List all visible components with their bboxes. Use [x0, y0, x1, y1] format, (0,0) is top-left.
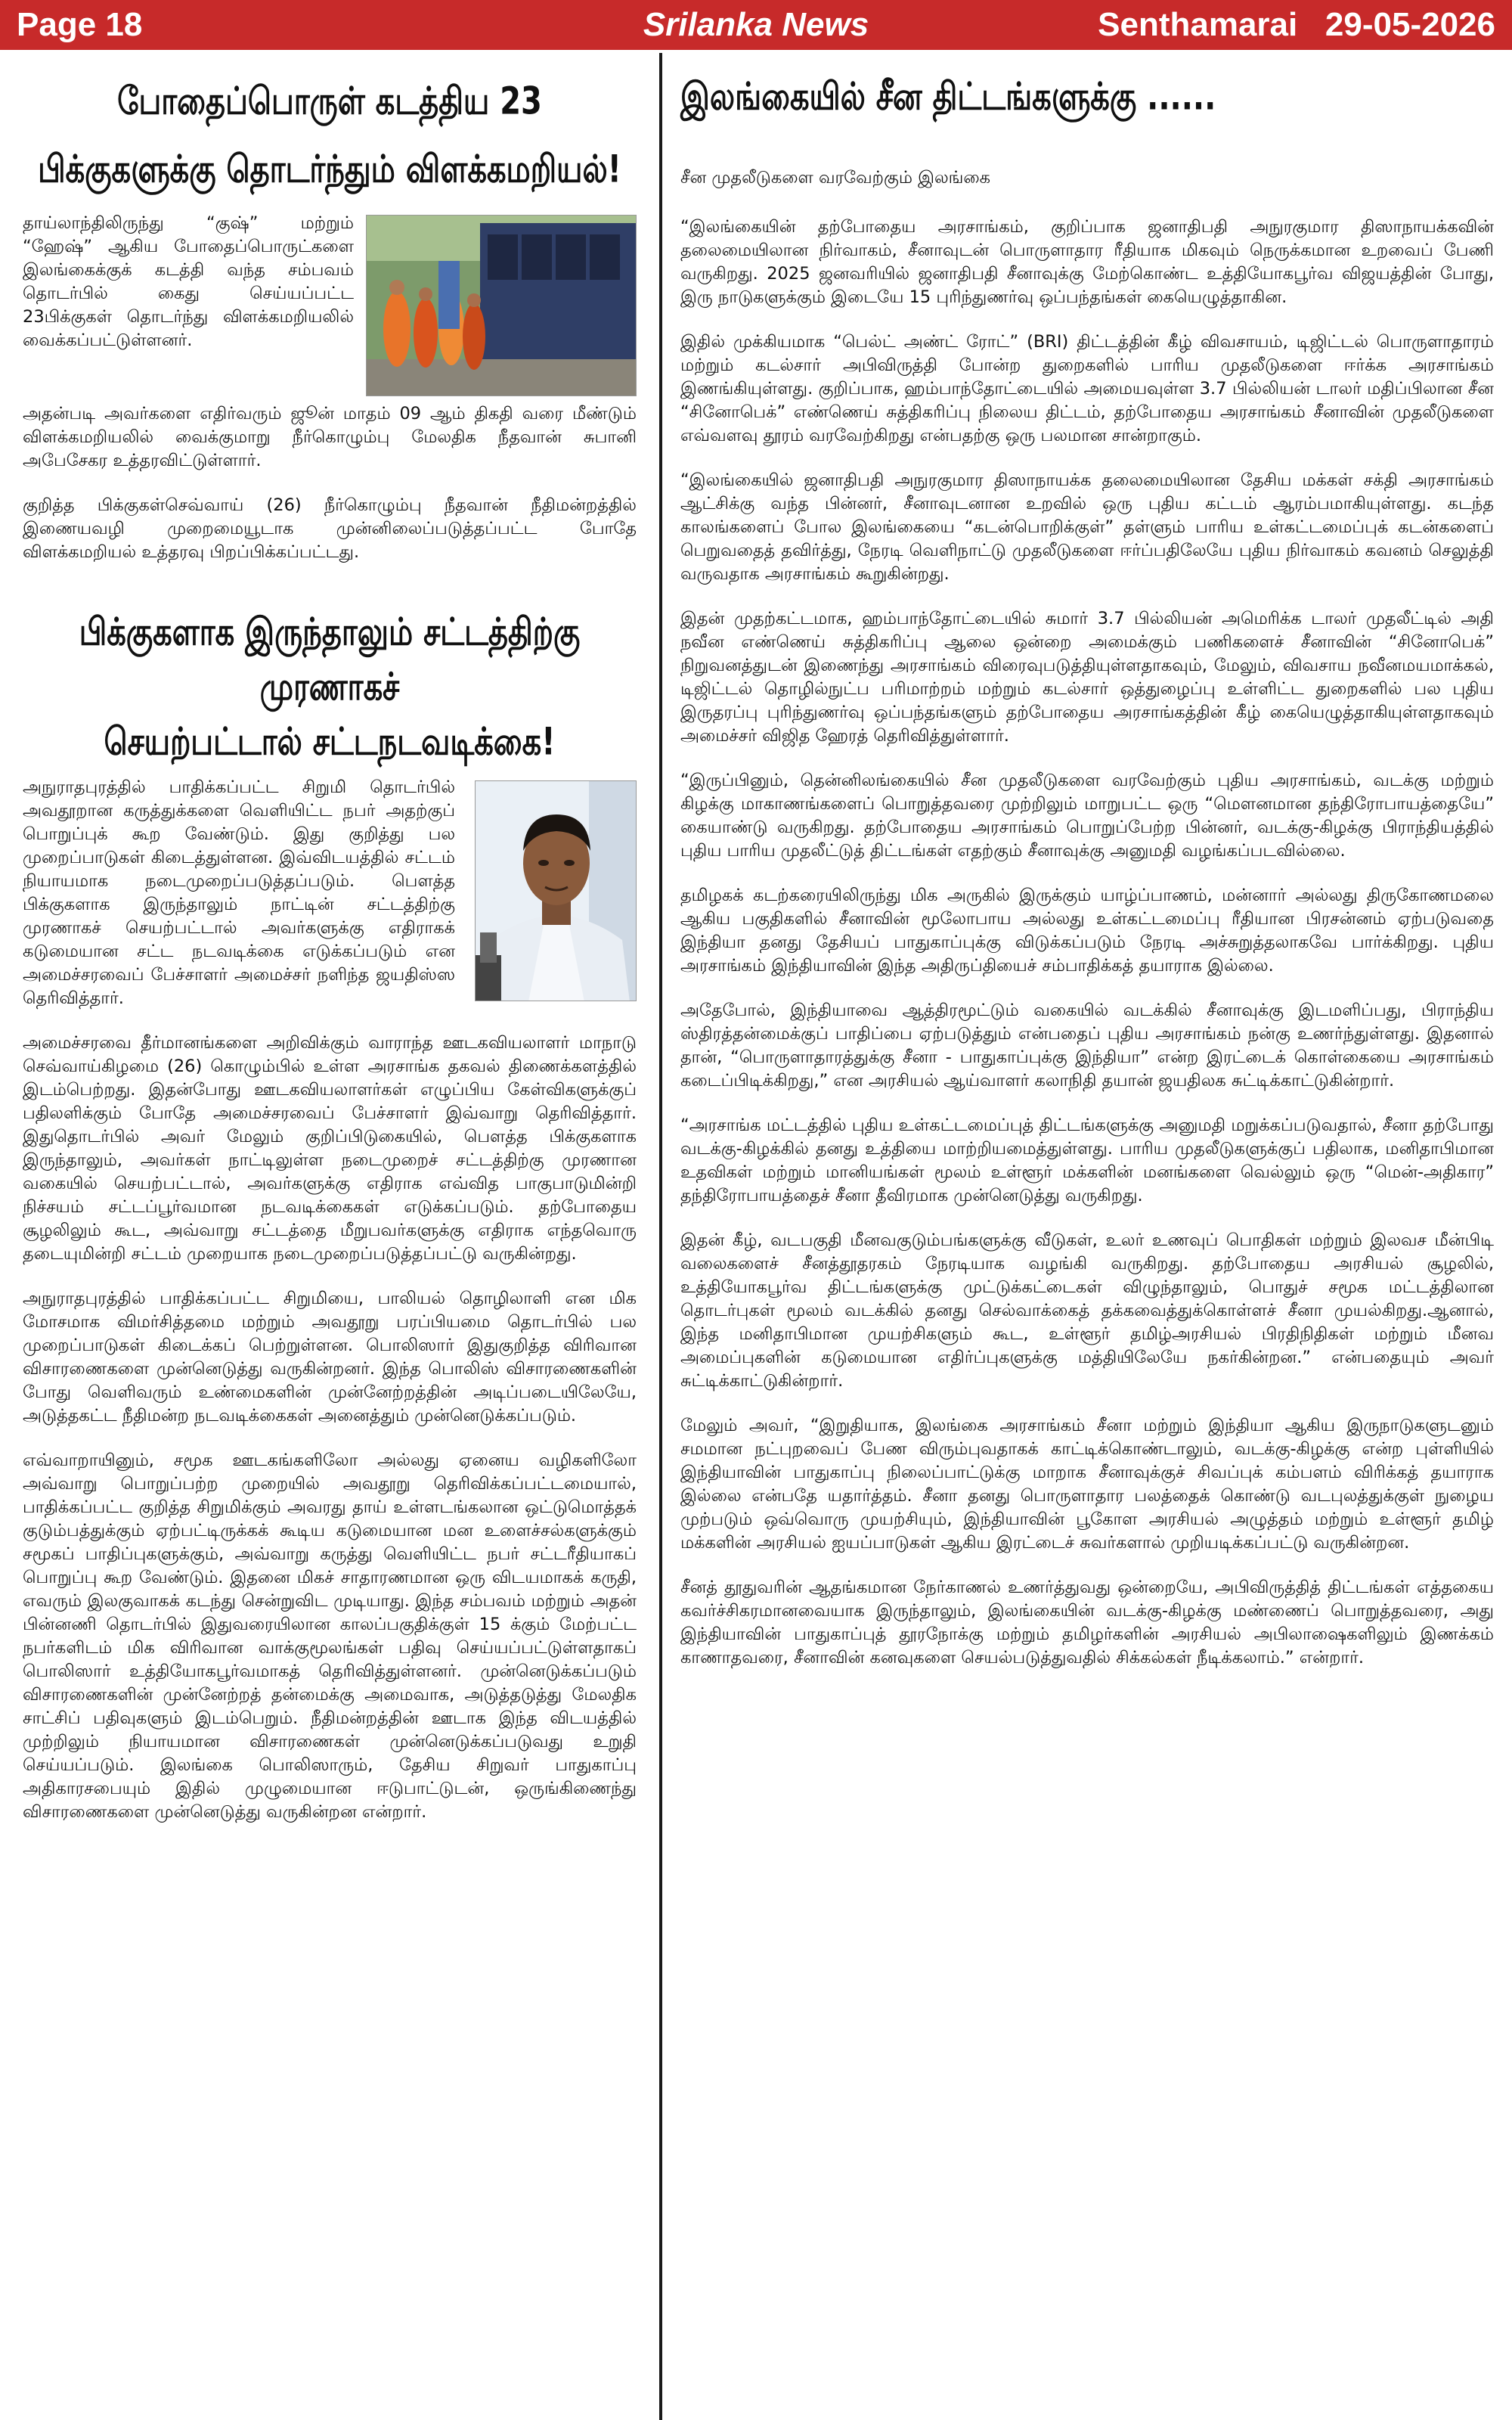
article1-headline [23, 74, 637, 197]
right-article-subtitle: சீன முதலீடுகளை வரவேற்கும் இலங்கை [680, 168, 991, 188]
article2-paragraph [23, 776, 637, 1010]
article1-paragraph [23, 212, 637, 352]
right-article-paragraph: இதன் கீழ், வடபகுதி மீனவகுடும்பங்களுக்கு வீடுகள், உலர் உணவுப் பொதிகள் மற்றும் இலவச மீன்பிடி வலைகளைச் சீனத்தூதரகம் நேரடியாக வழங்கி வருகிறது. தற்போதைய அரசியல் சூழலில், உத்தியோகபூர்வ திட்டங்களுக்கு முட்டுக்கட்டைகள் விழுந்தாலும், பொதுச் சமூக மட்டத்திலான தொடர்புகள் மூலம் வடக்கில் தனது செல்வாக்கைத் தக்கவைத்துக்கொள்ளச் சீனா முயல்கிறது.ஆனால், இந்த மனிதாபிமான முயற்சிகளும் கூட, உள்ளூர் தமிழ்அரசியல் பிரதிநிதிகள் மற்றும் மீனவ அமைப்புகளின் கடுமையான எதிர்ப்புகளுக்கு மத்தியிலேயே நகர்கின்றன.” என்பதையும் அவர் சுட்டிக்காட்டுகின்றார். [680, 1230, 1494, 1391]
right-article-paragraph: “அரசாங்க மட்டத்தில் புதிய உள்கட்டமைப்புத் திட்டங்களுக்கு அனுமதி மறுக்கப்படுவதால், சீனா தற்போது வடக்கு-கிழக்கில் தனது உத்தியை மாற்றியமைத்துள்ளது. பாரிய முதலீடுகளுக்குப் பதிலாக, மனிதாபிமான உதவிகள் மற்றும் மானியங்கள் மூலம் உள்ளூர் மக்களின் மனங்களை வெல்லும் ஒரு “மென்-அதிகார” தந்திரோபாயத்தைச் சீனா தீவிரமாக முன்னெடுத்து வருகிறது. [680, 1115, 1494, 1205]
paper-date [1098, 6, 1495, 44]
right-article-paragraph: “இலங்கையின் தற்போதைய அரசாங்கம், குறிப்பாக ஜனாதிபதி அநுரகுமார திஸாநாயக்கவின் தலைமையிலான நிர்வாகம், சீனாவுடன் பொருளாதார ரீதியாக மிகவும் நெருக்கமான உறவைப் பேணி வருகிறது. 2025 ஜனவரியில் ஜனாதிபதி சீனாவுக்கு மேற்கொண்ட உத்தியோகபூர்வ விஜயத்தின் போது, இரு நாடுகளுக்கும் இடையே 15 புரிந்துணர்வு ஒப்பந்தங்கள் கையெழுத்தாகின. [680, 217, 1494, 307]
article1-title-line1: போதைப்பொருள் கடத்திய 23 [117, 79, 542, 123]
minister-photo [475, 780, 637, 1001]
right-article-paragraph: “இருப்பினும், தென்னிலங்கையில் சீன முதலீடுகளை வரவேற்கும் புதிய அரசாங்கம், வடக்கு மற்றும் கிழக்கு மாகாணங்களைப் பொறுத்தவரை முற்றிலும் மாறுபட்ட ஒரு “மௌனமான தந்திரோபாயத்தையே” கையாண்டு வருகிறது. தற்போதைய அரசாங்கம் பொறுப்பேற்ற பின்னர், வடக்கு-கிழக்கு பிராந்தியத்தில் புதிய பாரிய முதலீட்டுத் திட்டங்கள் எதற்கும் சீனாவுக்கு அனுமதி வழங்கப்படவில்லை. [680, 771, 1494, 861]
right-article-paragraph: மேலும் அவர், “இறுதியாக, இலங்கை அரசாங்கம் சீனா மற்றும் இந்தியா ஆகிய இருநாடுகளுடனும் சமமான நட்புறவைப் பேண விரும்புவதாகக் காட்டிக்கொண்டாலும், வடக்கு-கிழக்கு என்ற புள்ளியில் இந்தியாவின் பாதுகாப்பு நிலைப்பாட்டுக்கு மாறாக சீனாவுக்குச் சிவப்புக் கம்பளம் விரிக்கத் தயாராக இல்லை என்பதே யதார்த்தம். சீனா தனது பொருளாதார பலத்தைக் கொண்டு வடபுலத்துக்குள் நுழைய முற்படும் ஒவ்வொரு முயற்சியும், இந்தியாவின் பூகோள அரசியல் அழுத்தம் மற்றும் உள்ளூர் தமிழ் மக்களின் அரசியல் ஐயப்பாடுகள் ஆகிய இரட்டைச் சுவர்களால் முறியடிக்கப்பட்டு வருகின்றன. [680, 1416, 1494, 1553]
article2-paragraph: அநுராதபுரத்தில் பாதிக்கப்பட்ட சிறுமியை, பாலியல் தொழிலாளி என மிக மோசமாக விமர்சித்தமை மற்றும் அவதூறு பரப்பியமை தொடர்பில் பல முறைப்பாடுகள் கிடைக்கப் பெற்றுள்ளன. பொலிஸார் இதுகுறித்த விரிவான விசாரணைகளை முன்னெடுத்து வருகின்றனர். இந்த பொலிஸ் விசாரணைகளின் போது வெளிவரும் உண்மைகளின் முன்னேற்றத்தின் அடிப்படையிலேயே, அடுத்தகட்ட நீதிமன்ற நடவடிக்கைகள் அனைத்தும் முன்னெடுக்கப்படும். [23, 1289, 637, 1426]
article1-paragraph: அதன்படி அவர்களை எதிர்வரும் ஜூன் மாதம் 09 ஆம் திகதி வரை மீண்டும் விளக்கமறியலில் வைக்குமாறு நீர்கொழும்பு மேலதிக நீதவான் சுபானி அபேசேகர உத்தரவிட்டுள்ளார். [23, 404, 637, 470]
right-article-paragraph: சீனத் தூதுவரின் ஆதங்கமான நேர்காணல் உணர்த்துவது ஒன்றையே, அபிவிருத்தித் திட்டங்கள் எத்தகைய கவர்ச்சிகரமானவையாக இருந்தாலும், இலங்கையின் வடக்கு-கிழக்கு மண்ணைப் பொறுத்தவரை, அது இந்தியாவின் பாதுகாப்புத் தூரநோக்கு மற்றும் தமிழர்களின் அரசியல் அபிலாஷைகளிலும் இணக்கம் காணாதவரை, சீனாவின் கனவுகளை செயல்படுத்துவதில் சிக்கல்கள் நீடிக்கலாம்.” என்றார். [680, 1578, 1494, 1668]
article1-title-line2: பிக்குகளுக்கு தொடர்ந்தும் விளக்கமறியல்! [38, 147, 621, 191]
column-divider [659, 53, 662, 2420]
article2-paragraph: அமைச்சரவை தீர்மானங்களை அறிவிக்கும் வாராந்த ஊடகவியலாளர் மாநாடு செவ்வாய்கிழமை (26) கொழும்பில் உள்ள அரசாங்க தகவல் திணைக்களத்தில் இடம்பெற்றது. இதன்போது ஊடகவியலாளர்கள் எழுப்பிய கேள்விகளுக்குப் பதிலளிக்கும் போதே அமைச்சரவைப் பேச்சாளர் இவ்வாறு தெரிவித்தார். இதுதொடர்பில் அவர் மேலும் குறிப்பிடுகையில், பௌத்த பிக்குகளாக இருந்தாலும், அவர்கள் நாட்டிலுள்ள நடைமுறைச் சட்டத்திற்கு முரணான வகையில் செயற்பட்டால், அவர்களுக்கு எதிராக எவ்வித பாகுபாடுமின்றி நிச்சயம் சட்டப்பூர்வமான நடவடிக்கைகள் எடுக்கப்படும். தற்போதைய சூழலிலும் கூட, அவ்வாறு சட்டத்தை மீறுபவர்களுக்கு எதிராக எந்தவொரு தடையுமின்றி சட்டம் முறையாக நடைமுறைப்படுத்தப்பட்டு வருகின்றது. [23, 1033, 637, 1264]
section-name: Srilanka News [643, 6, 869, 43]
right-column [680, 50, 1494, 1670]
article2-title-line1: பிக்குகளாக இருந்தாலும் சட்டத்திற்கு முரணாகச் [79, 610, 581, 709]
left-column [23, 50, 637, 1824]
right-article-paragraph: இதில் முக்கியமாக “பெல்ட் அண்ட் ரோட்” (BRI) திட்டத்தின் கீழ் விவசாயம், டிஜிட்டல் பொருளாதாரம் மற்றும் கடல்சார் அபிவிருத்தி போன்ற துறைகளில் பாரிய முதலீடுகளை ஈர்க்க அரசாங்கம் இணங்கியுள்ளது. குறிப்பாக, ஹம்பாந்தோட்டையில் அமையவுள்ள 3.7 பில்லியன் டாலர் மதிப்பிலான சீன “சினோபெக்” எண்ணெய் சுத்திகரிப்பு நிலைய திட்டம், தற்போதைய அரசாங்கம் சீனாவின் முதலீடுகளை எவ்வளவு தூரம் வரவேற்கிறது என்பதற்கு ஒரு பலமான சான்றாகும். [680, 332, 1494, 445]
article2-title-line2: செயற்பட்டால் சட்டநடவடிக்கை! [104, 720, 556, 764]
page-number: Page 18 [17, 6, 143, 43]
monks-bus-image [367, 216, 637, 396]
article2-headline [23, 605, 637, 770]
article1-text: தாய்லாந்திலிருந்து “குஷ்” மற்றும் “ஹேஷ்” ஆகிய போதைப்பொருட்களை இலங்கைக்குக் கடத்தி வந்த சம்பவம் தொடர்பில் கைது செய்யப்பட்ட 23பிக்குகள் தொடர்ந்து விளக்கமறியலில் வைக்கப்பட்டுள்ளனர். [23, 213, 354, 350]
minister-portrait-image [476, 781, 637, 1001]
article2-paragraph: எவ்வாறாயினும், சமூக ஊடகங்களிலோ அல்லது ஏனைய வழிகளிலோ அவ்வாறு பொறுப்பற்ற முறையில் அவதூறு தெரிவிக்கப்பட்டமையால், பாதிக்கப்பட்ட குறித்த சிறுமிக்கும் அவரது தாய் உள்ளடங்கலான ஒட்டுமொத்தக் குடும்பத்துக்கும் ஏற்பட்டிருக்கக் கூடிய கடுமையான மன உளைச்சல்களுக்கும் சமூகப் பாதிப்புகளுக்கும், அவ்வாறு கருத்து வெளியிட்ட நபர் சட்டரீதியாகப் பொறுப்பு கூற வேண்டும். இதனை மிகச் சாதாரணமான ஒரு விடயமாகக் கருதி, எவரும் இலகுவாகக் கடந்து சென்றுவிட முடியாது. இந்த சம்பவம் மற்றும் அதன் பின்னணி தொடர்பில் இதுவரையிலான காலப்பகுதிக்குள் 15 க்கும் மேற்பட்ட நபர்களிடம் மிக விரிவான வாக்குமூலங்கள் பதிவு செய்யப்பட்டுள்ளதாகப் பொலிஸார் உத்தியோகபூர்வமாகத் தெரிவித்துள்ளனர். முன்னெடுக்கப்படும் விசாரணைகளின் முன்னேற்றத் தன்மைக்கு அமைவாக, அடுத்தடுத்து மேலதிக சாட்சிப் பதிவுகளும் இடம்பெறும். நீதிமன்றத்தின் ஊடாக இந்த விடயத்தில் முற்றிலும் நியாயமான விசாரணைகள் முன்னெடுக்கப்படுவது உறுதி செய்யப்படும். இலங்கை பொலிஸாரும், தேசிய சிறுவர் பாதுகாப்பு அதிகாரசபையும் இதில் முழுமையான ஈடுபாட்டுடன், ஒருங்கிணைந்து விசாரணைகளை முன்னெடுத்து வருகின்றன என்றார். [23, 1450, 637, 1822]
right-article-paragraph: அதேபோல், இந்தியாவை ஆத்திரமூட்டும் வகையில் வடக்கில் சீனாவுக்கு இடமளிப்பது, பிராந்திய ஸ்திரத்தன்மைக்குப் பாதிப்பை ஏற்படுத்தும் என்பதைப் புதிய அரசாங்கம் நன்கு உணர்ந்துள்ளது. இதனால் தான், “பொருளாதாரத்துக்கு சீனா - பாதுகாப்புக்கு இந்தியா” என்ற இரட்டைக் கொள்கையை அரசாங்கம் கடைப்பிடிக்கிறது,” என அரசியல் ஆய்வாளர் கலாநிதி தயான் ஜயதிலக சுட்டிக்காட்டுகின்றார். [680, 1001, 1494, 1091]
right-article-paragraph: தமிழகக் கடற்கரையிலிருந்து மிக அருகில் இருக்கும் யாழ்ப்பாணம், மன்னார் அல்லது திருகோணமலை ஆகிய பகுதிகளில் சீனாவின் மூலோபாய அல்லது உள்கட்டமைப்பு ரீதியான பிரசன்னம் ஏற்படுவதை இந்தியா தனது தேசியப் பாதுகாப்புக்கு விடுக்கப்படும் நேரடி அச்சுறுத்தலாகவே பார்க்கிறது. புதிய அரசாங்கம் இந்தியாவின் இந்த அதிருப்தியைச் சம்பாதிக்கத் தயாராக இல்லை. [680, 886, 1494, 976]
paper-name: Senthamarai [1098, 6, 1298, 43]
right-article-paragraph: இதன் முதற்கட்டமாக, ஹம்பாந்தோட்டையில் சுமார் 3.7 பில்லியன் அமெரிக்க டாலர் முதலீட்டில் அதி நவீன எண்ணெய் சுத்திகரிப்பு ஆலை ஒன்றை அமைக்கும் பணிகளைச் சீனாவின் “சினோபெக்” நிறுவனத்துடன் இணைந்து அரசாங்கம் விரைவுபடுத்தியுள்ளதாகவும், மேலும், விவசாய நவீனமயமாக்கல், டிஜிட்டல் தொழில்நுட்ப பரிமாற்றம் மற்றும் கடல்சார் ஒத்துழைப்பு உள்ளிட்ட துறைகளில் பல புதிய இருதரப்பு புரிந்துணர்வு ஒப்பந்தங்களும் தற்போதைய அரசாங்கத்தின் கீழ் கையெழுத்தாகியுள்ளதாகவும் அமைச்சர் விஜித ஹேரத் தெரிவித்துள்ளார். [680, 609, 1494, 746]
article1-paragraph: குறித்த பிக்குகள்செவ்வாய் (26) நீர்கொழும்பு நீதவான் நீதிமன்றத்தில் இணையவழி முறைமையூடாக முன்னிலைப்படுத்தப்பட்ட போதே விளக்கமறியல் உத்தரவு பிறப்பிக்கப்பட்டது. [23, 495, 637, 562]
page-header [0, 0, 1512, 50]
right-article-paragraph: “இலங்கையில் ஜனாதிபதி அநுரகுமார திஸாநாயக்க தலைமையிலான தேசிய மக்கள் சக்தி அரசாங்கம் ஆட்சிக்கு வந்த பின்னர், சீனாவுடனான உறவில் ஒரு புதிய கட்டம் ஆரம்பமாகியுள்ளது. கடந்த காலங்களைப் போல இலங்கையை “கடன்பொறிக்குள்” தள்ளும் பாரிய உள்கட்டமைப்புக் கடன்களைப் பெறுவதைத் தவிர்த்து, நேரடி வெளிநாட்டு முதலீடுகளை ஈர்ப்பதிலேயே புதிய நிர்வாகம் கவனம் செலுத்தி வருவதாக அரசாங்கம் கூறுகின்றது. [680, 470, 1494, 584]
monks-bus-photo [366, 215, 637, 396]
right-article-headline: இலங்கையில் சீன திட்டங்களுக்கு ...... [680, 75, 1216, 119]
issue-date: 29-05-2026 [1325, 6, 1495, 43]
article2-text: அநுராதபுரத்தில் பாதிக்கப்பட்ட சிறுமி தொடர்பில் அவதூறான கருத்துக்களை வெளியிட்ட நபர் அதற்குப் பொறுப்புக் கூற வேண்டும். இது குறித்து பல முறைப்பாடுகள் கிடைத்துள்ளன. இவ்விடயத்தில் சட்டம் நியாயமாக நடைமுறைப்படுத்தப்படும். பௌத்த பிக்குகளாக இருந்தாலும் நாட்டின் சட்டத்திற்கு முரணாகச் செயற்பட்டால் அவர்களுக்கு எதிராகக் கடுமையான சட்ட நடவடிக்கை எடுக்கப்படும் என அமைச்சரவைப் பேச்சாளர் அமைச்சர் நளிந்த ஜயதிஸ்ஸ தெரிவித்தார். [23, 777, 455, 1008]
